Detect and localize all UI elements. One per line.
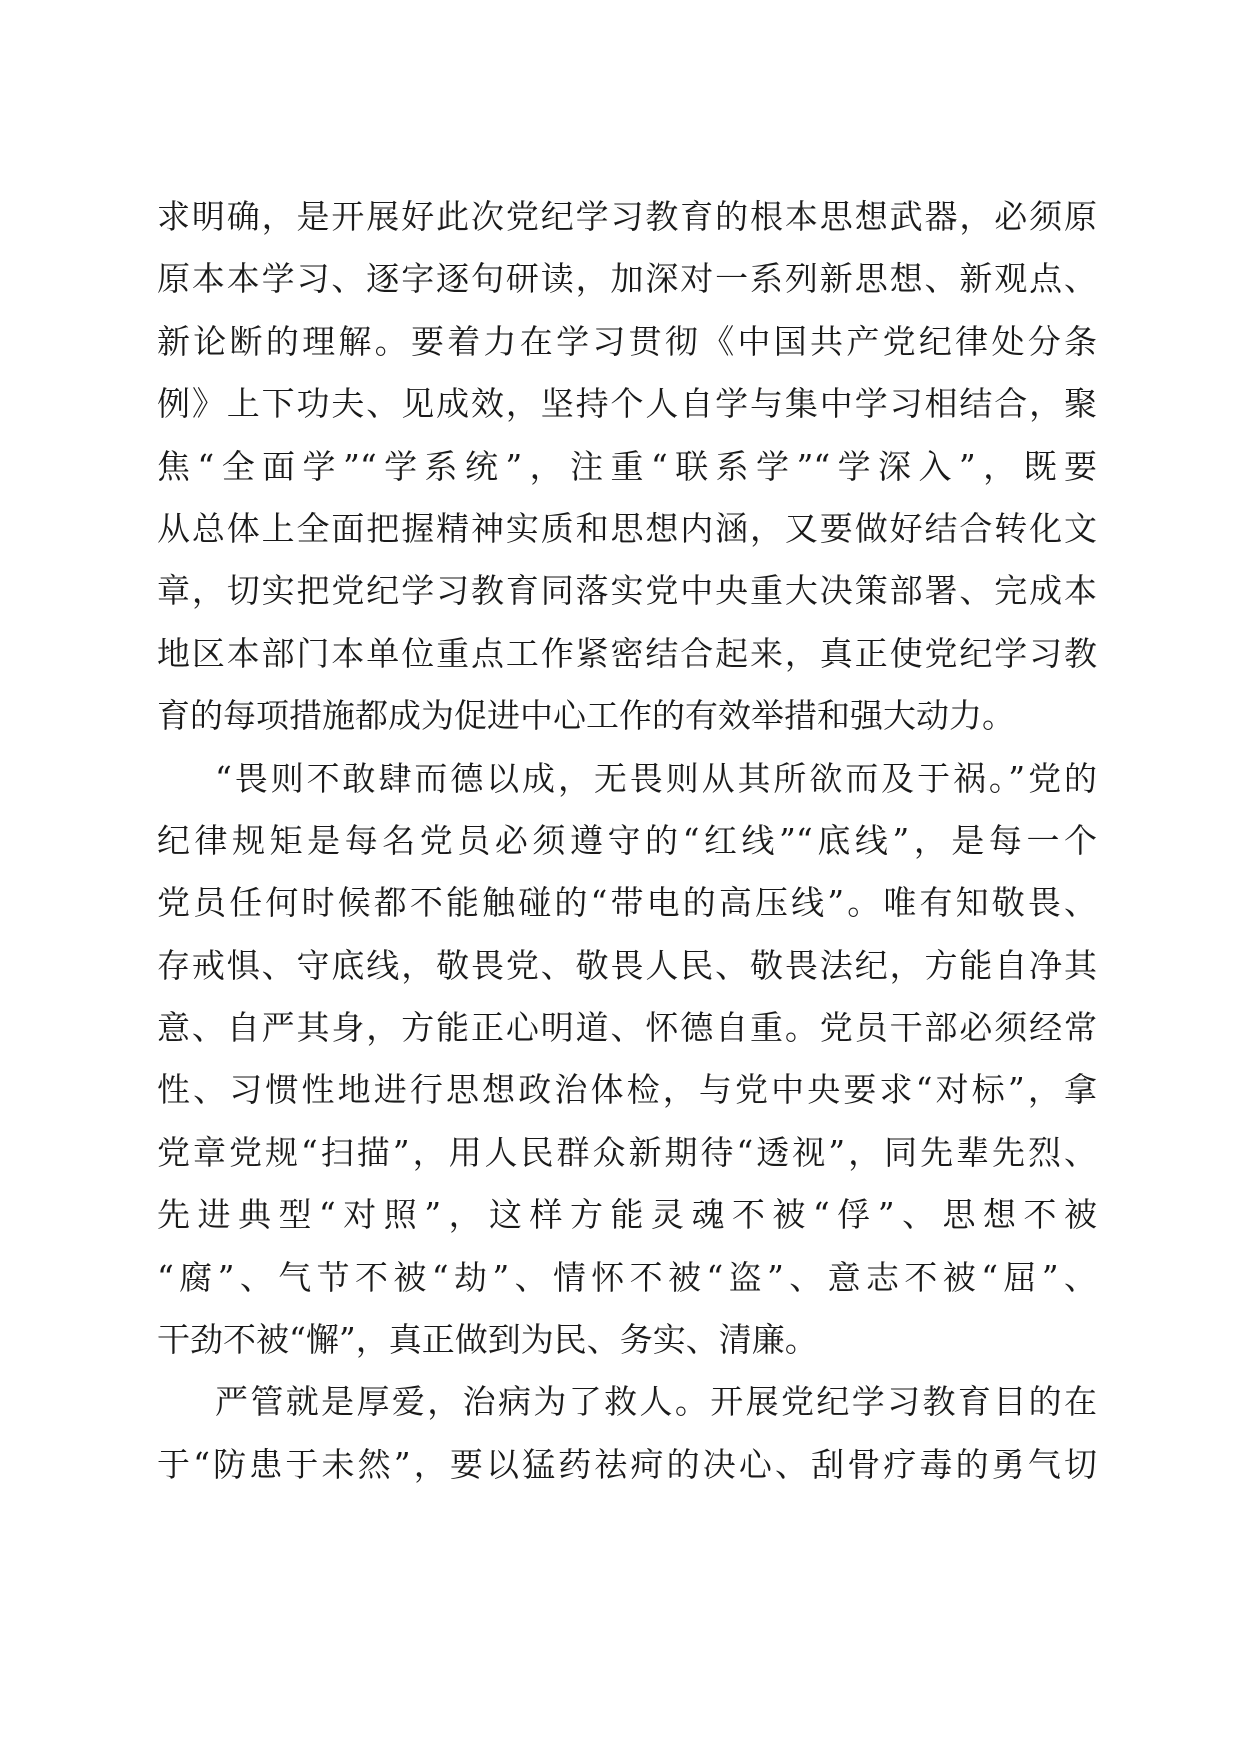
text-line: 焦“全面学”“学系统”，注重“联系学”“学深入”，既要 — [157, 446, 1097, 486]
text-line: 求明确，是开展好此次党纪学习教育的根本思想武器，必须原 — [157, 197, 1097, 236]
text-line: 意、自严其身，方能正心明道、怀德自重。党员干部必须经常 — [157, 1008, 1097, 1048]
paragraph-first-line: “畏则不敢肆而德以成，无畏则从其所欲而及于祸。”党的 — [215, 758, 1097, 798]
text-line: 性、习惯性地进行思想政治体检，与党中央要求“对标”，拿 — [157, 1070, 1097, 1110]
text-line: 于“防患于未然”，要以猛药祛疴的决心、刮骨疗毒的勇气切 — [157, 1444, 1097, 1484]
text-line: “腐”、气节不被“劫”、情怀不被“盗”、意志不被“屈”、 — [157, 1257, 1097, 1297]
text-line: 新论断的理解。要着力在学习贯彻《中国共产党纪律处分条 — [157, 321, 1097, 361]
text-line: 干劲不被“懈”，真正做到为民、务实、清廉。 — [157, 1320, 818, 1360]
paragraph-first-line: 严管就是厚爱，治病为了救人。开展党纪学习教育目的在 — [215, 1382, 1097, 1422]
text-line: 原本本学习、逐字逐句研读，加深对一系列新思想、新观点、 — [157, 259, 1097, 299]
text-line: 先进典型“对照”，这样方能灵魂不被“俘”、思想不被 — [157, 1195, 1097, 1235]
text-line: 地区本部门本单位重点工作紧密结合起来，真正使党纪学习教 — [157, 633, 1097, 673]
text-line: 例》上下功夫、见成效，坚持个人自学与集中学习相结合，聚 — [157, 384, 1097, 424]
text-line: 党章党规“扫描”，用人民群众新期待“透视”，同先辈先烈、 — [157, 1132, 1097, 1172]
text-line: 章，切实把党纪学习教育同落实党中央重大决策部署、完成本 — [157, 571, 1097, 611]
text-line: 从总体上全面把握精神实质和思想内涵，又要做好结合转化文 — [157, 508, 1097, 548]
text-line: 育的每项措施都成为促进中心工作的有效举措和强大动力。 — [157, 696, 1015, 736]
body-text — [157, 186, 1097, 1496]
text-line: 存戒惧、守底线，敬畏党、敬畏人民、敬畏法纪，方能自净其 — [157, 945, 1097, 985]
text-line: 纪律规矩是每名党员必须遵守的“红线”“底线”，是每一个 — [157, 820, 1097, 860]
text-line: 党员任何时候都不能触碰的“带电的高压线”。唯有知敬畏、 — [157, 883, 1097, 923]
